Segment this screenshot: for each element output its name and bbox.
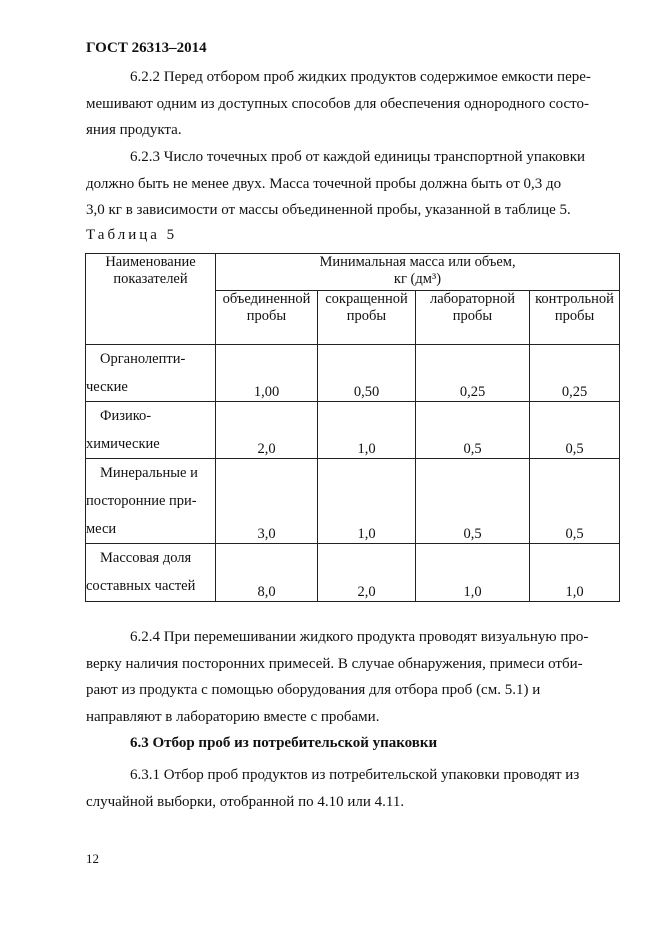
cell-value: 3,0 <box>216 459 318 544</box>
row-name: Минеральные и посторонние при- меси <box>86 459 216 544</box>
table-row <box>86 459 620 544</box>
paragraph-6-2-4 <box>86 624 614 730</box>
text-line: направляют в лабораторию вместе с пробами. <box>86 708 380 725</box>
cell-value: 2,0 <box>216 402 318 459</box>
text-line: должно быть не менее двух. Масса точечной пробы должна быть от 0,3 до <box>86 175 562 192</box>
cell-value: 8,0 <box>216 544 318 602</box>
paragraph-6-2-2 <box>86 64 614 144</box>
header-min-mass: Минимальная масса или объем, кг (дм³) <box>216 254 620 291</box>
text-line: 3,0 кг в зависимости от массы объединенной пробы, указанной в таблице 5. <box>86 202 571 218</box>
row-name: Органолепти- ческие <box>86 345 216 402</box>
header-control-sample: контрольной пробы <box>530 291 620 345</box>
table-caption: Таблица 5 <box>86 227 178 243</box>
header-combined-sample: объединенной пробы <box>216 291 318 345</box>
cell-value: 0,5 <box>530 402 620 459</box>
row-name: Физико- химические <box>86 402 216 459</box>
text-line: 6.2.3 Число точечных проб от каждой единицы транспортной упаковки <box>130 149 586 165</box>
table-row <box>86 402 620 459</box>
text-line: 6.3.1 Отбор проб продуктов из потребительской упаковки проводят из <box>130 767 580 783</box>
cell-value: 1,0 <box>318 459 416 544</box>
section-heading: 6.3 Отбор проб из потребительской упаковки <box>130 735 438 751</box>
cell-value: 0,5 <box>416 402 530 459</box>
cell-value: 0,50 <box>318 345 416 402</box>
cell-value: 0,5 <box>416 459 530 544</box>
table-row <box>86 544 620 602</box>
table-5 <box>85 253 620 602</box>
header-laboratory-sample: лабораторной пробы <box>416 291 530 345</box>
text-line: 6.2.4 При перемешивании жидкого продукта проводят визуальную про- <box>130 629 589 645</box>
text-line: случайной выборки, отобранной по 4.10 или 4.11. <box>86 793 405 810</box>
document-header: ГОСТ 26313–2014 <box>86 40 207 56</box>
header-reduced-sample: сокращенной пробы <box>318 291 416 345</box>
cell-value: 1,0 <box>530 544 620 602</box>
table-row <box>86 345 620 402</box>
cell-value: 0,25 <box>416 345 530 402</box>
cell-value: 2,0 <box>318 544 416 602</box>
cell-value: 1,0 <box>416 544 530 602</box>
page-number: 12 <box>86 851 99 866</box>
row-name: Массовая доля составных частей <box>86 544 216 602</box>
cell-value: 0,5 <box>530 459 620 544</box>
text-line: 6.2.2 Перед отбором проб жидких продуктов содержимое емкости пере- <box>130 69 591 85</box>
cell-value: 0,25 <box>530 345 620 402</box>
text-line: верку наличия посторонних примесей. В случае обнаружения, примеси отби- <box>86 655 583 672</box>
text-line: мешивают одним из доступных способов для обеспечения однородного состо- <box>86 95 589 112</box>
paragraph-6-2-3 <box>86 144 614 224</box>
text-line: яния продукта. <box>86 122 182 138</box>
paragraph-6-3-1 <box>86 762 614 815</box>
header-indicator-name: Наименование показателей <box>86 254 216 345</box>
text-line: рают из продукта с помощью оборудования для отбора проб (см. 5.1) и <box>86 682 541 698</box>
cell-value: 1,00 <box>216 345 318 402</box>
cell-value: 1,0 <box>318 402 416 459</box>
